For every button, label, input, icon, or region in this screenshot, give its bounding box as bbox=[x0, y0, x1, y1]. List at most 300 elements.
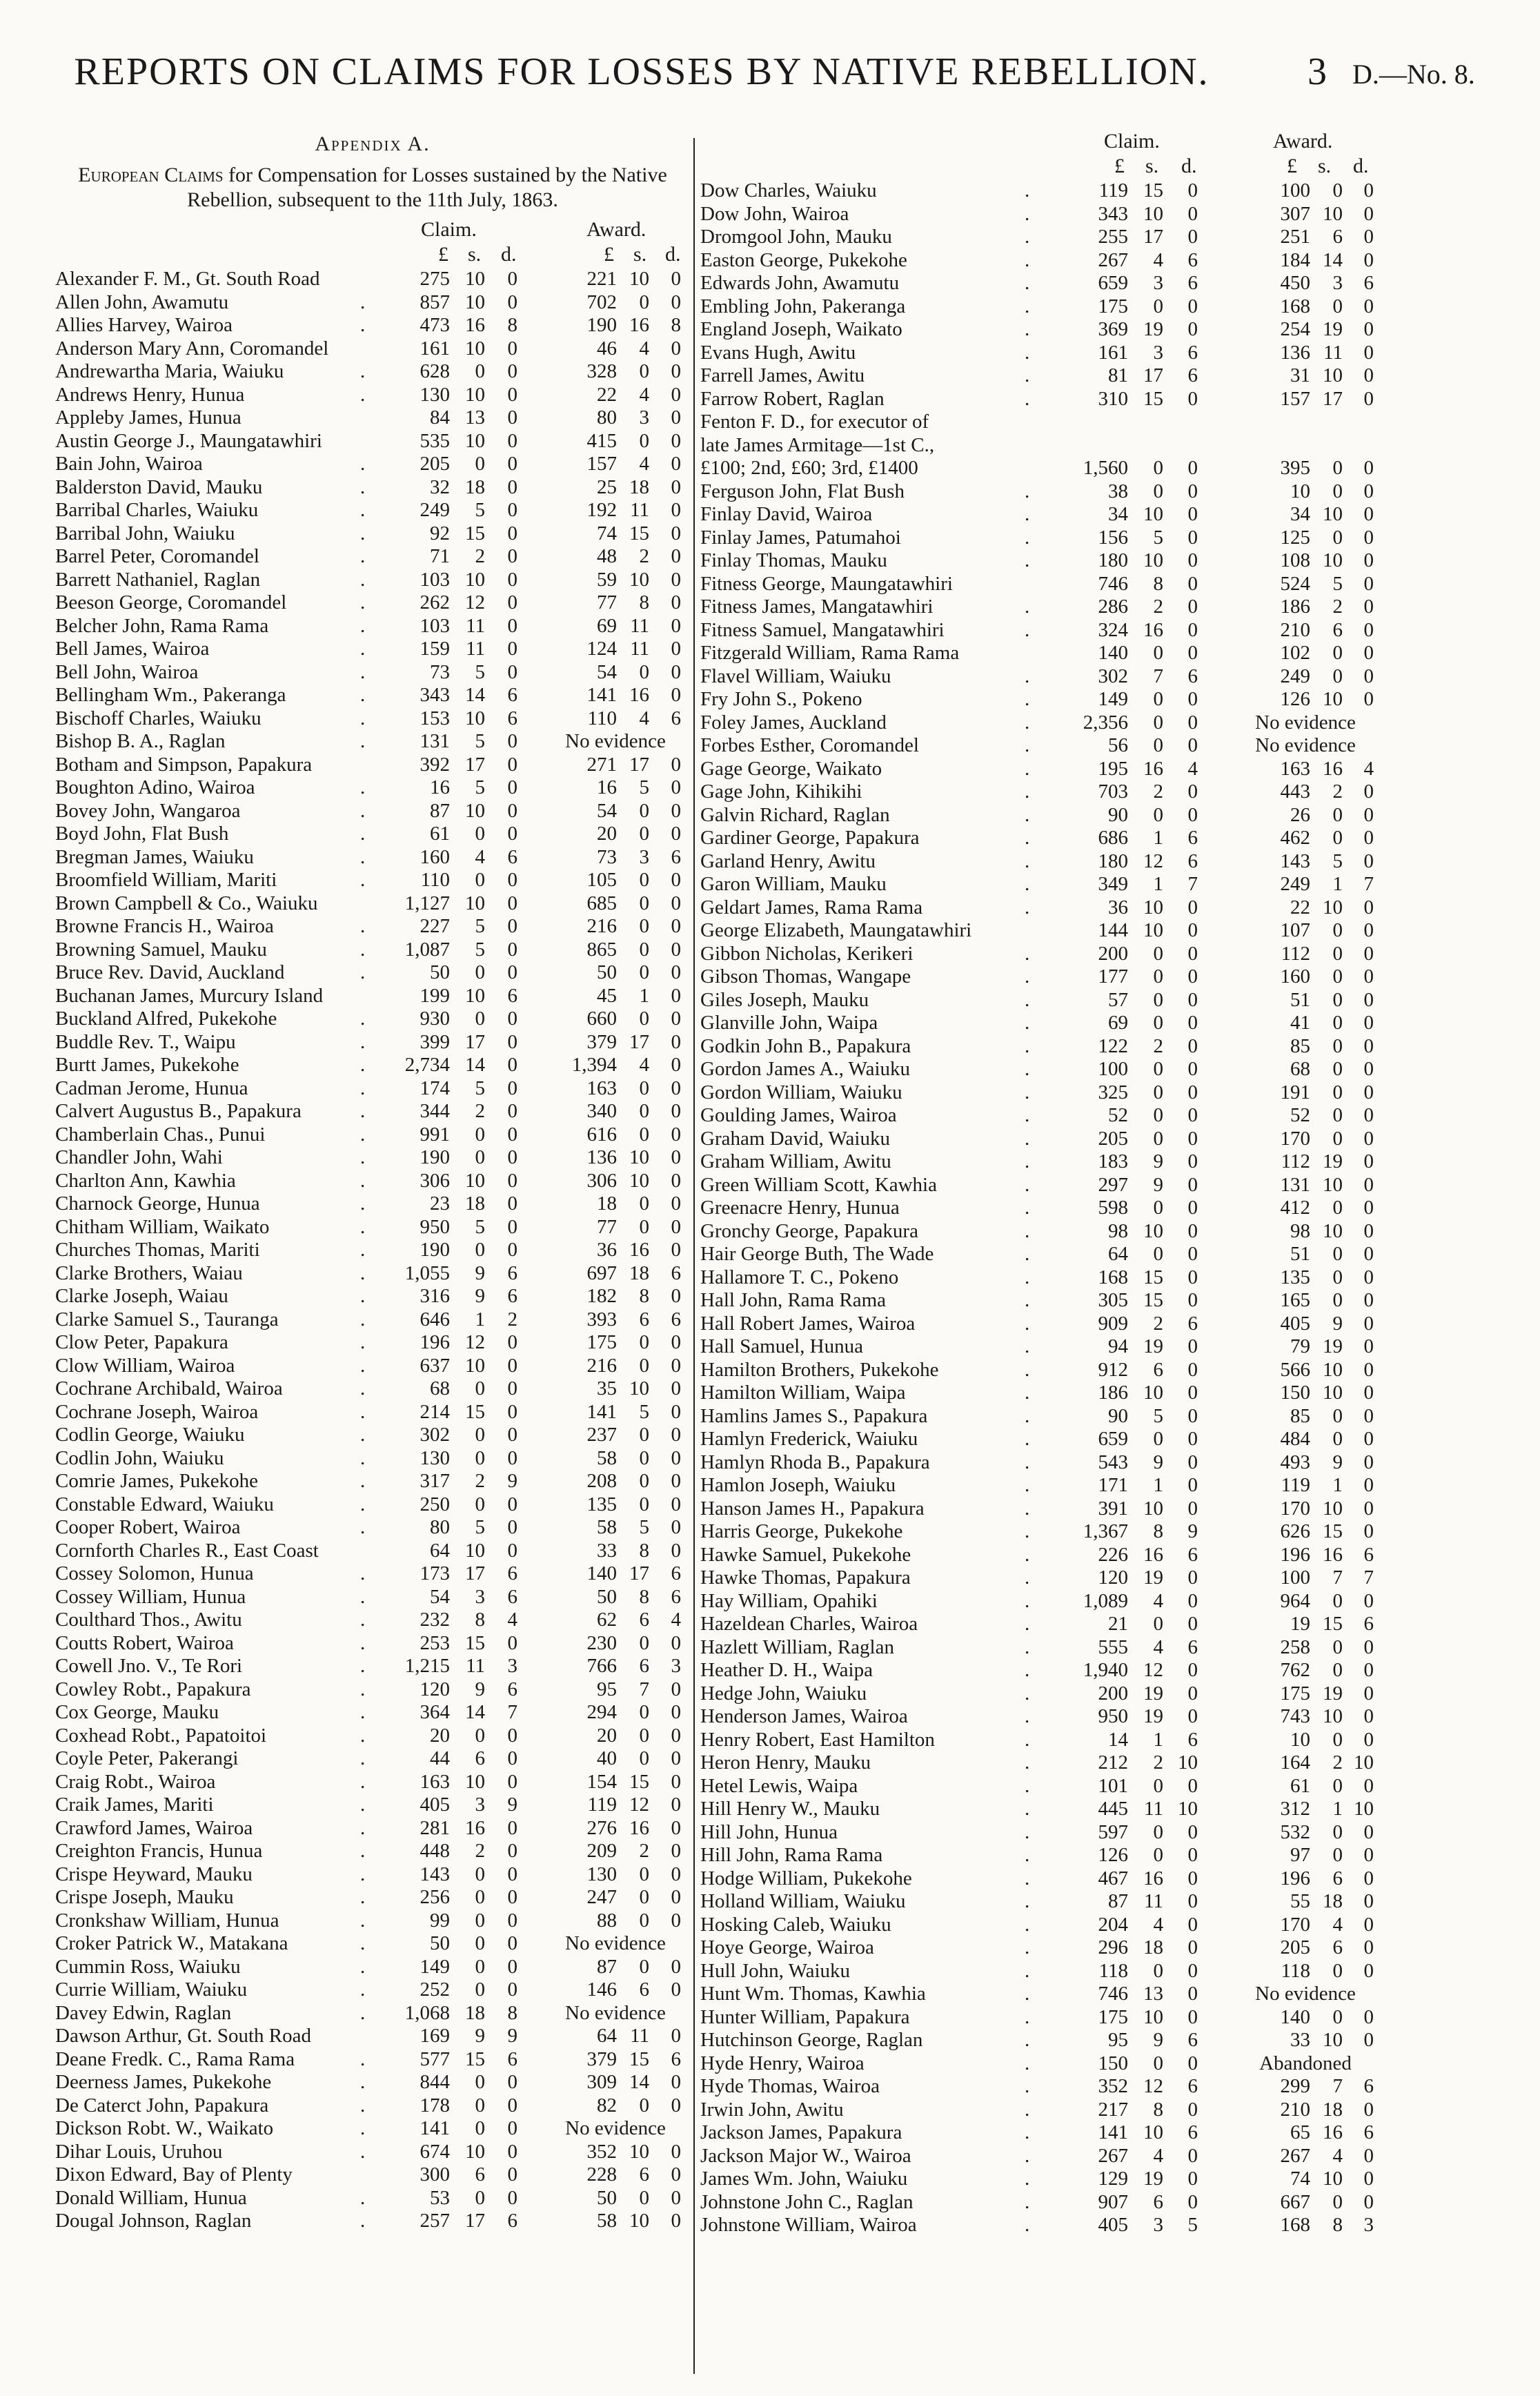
claim-shillings: 9 bbox=[475, 1261, 485, 1284]
claim-pence: 6 bbox=[1187, 272, 1198, 294]
claim-shillings: 0 bbox=[475, 2186, 485, 2209]
claimant-name: Croker Patrick W., Matakana bbox=[55, 1932, 288, 1954]
claim-shillings: 14 bbox=[465, 684, 485, 706]
claim-shillings: 19 bbox=[1143, 2168, 1163, 2190]
claim-row bbox=[55, 1424, 690, 1447]
leader-dot: . bbox=[1025, 1844, 1030, 1866]
claimant-name: Garland Henry, Awitu bbox=[700, 850, 876, 872]
award-shillings: 0 bbox=[1332, 642, 1343, 664]
claim-pounds: 153 bbox=[419, 707, 450, 729]
claim-pence: 0 bbox=[507, 1146, 517, 1168]
award-shillings: 19 bbox=[1323, 1682, 1343, 1705]
award-pounds: 157 bbox=[1280, 387, 1310, 410]
claim-shillings: 11 bbox=[466, 614, 485, 637]
claim-row bbox=[55, 1725, 690, 1748]
leader-dot: . bbox=[360, 869, 366, 891]
claim-row bbox=[700, 1983, 1466, 2006]
claim-pounds: 659 bbox=[1098, 272, 1128, 294]
claim-shillings: 1 bbox=[1153, 827, 1163, 849]
claim-pence: 0 bbox=[507, 1354, 517, 1377]
award-pounds: 112 bbox=[1281, 942, 1310, 965]
leader-dot: . bbox=[1025, 896, 1030, 919]
award-pence: 0 bbox=[671, 2210, 681, 2232]
leader-dot: . bbox=[1025, 1936, 1030, 1958]
claimant-name: Hawke Thomas, Papakura bbox=[700, 1567, 911, 1589]
claim-shillings: 10 bbox=[1143, 202, 1163, 225]
claim-pounds: 120 bbox=[419, 1678, 450, 1700]
award-shillings: 0 bbox=[1332, 1844, 1343, 1866]
claim-shillings: 10 bbox=[1143, 2005, 1163, 2028]
claim-row bbox=[55, 1863, 690, 1887]
claim-pence: 0 bbox=[507, 938, 517, 961]
claim-row bbox=[700, 1335, 1466, 1359]
claim-row bbox=[55, 661, 690, 685]
award-pounds: 141 bbox=[586, 1400, 617, 1423]
claimant-name: Boyd John, Flat Bush bbox=[55, 823, 229, 845]
leader-dot: . bbox=[360, 1932, 366, 1954]
claim-pounds: 131 bbox=[419, 730, 450, 752]
claimant-name: Hamlyn Rhoda B., Papakura bbox=[700, 1451, 930, 1473]
claim-row bbox=[55, 476, 690, 500]
award-shillings: 0 bbox=[1332, 480, 1343, 502]
award-pence: 6 bbox=[671, 1308, 681, 1330]
leader-dot: . bbox=[360, 1054, 366, 1076]
claimant-name: Goulding James, Wairoa bbox=[700, 1104, 897, 1126]
award-pence: 0 bbox=[1363, 1312, 1374, 1335]
claim-row bbox=[700, 1520, 1466, 1544]
claim-pounds: 930 bbox=[419, 1008, 450, 1030]
award-shillings: 10 bbox=[1323, 688, 1343, 710]
claimant-name: Alexander F. M., Gt. South Road bbox=[55, 268, 320, 290]
claim-shillings: 10 bbox=[465, 1770, 485, 1793]
claim-shillings: 8 bbox=[1153, 572, 1163, 595]
award-pence: 0 bbox=[1363, 1104, 1374, 1126]
award-shillings: 4 bbox=[1332, 2144, 1343, 2167]
claimant-name: Hamlyn Frederick, Waiuku bbox=[700, 1428, 918, 1450]
claim-row bbox=[700, 642, 1466, 665]
claim-pence: 0 bbox=[1187, 1589, 1198, 1612]
claim-shillings: 19 bbox=[1143, 1705, 1163, 1727]
award-shillings: 10 bbox=[1323, 2168, 1343, 2190]
claim-shillings: 17 bbox=[1143, 226, 1163, 248]
award-shillings: 0 bbox=[1332, 295, 1343, 317]
claim-row bbox=[55, 1054, 690, 1077]
award-shillings: 5 bbox=[639, 776, 649, 798]
award-shillings: 0 bbox=[1332, 1081, 1343, 1103]
award-pounds: 135 bbox=[1280, 1266, 1310, 1288]
claim-pence: 0 bbox=[1187, 1659, 1198, 1681]
claim-pence: 0 bbox=[1187, 480, 1198, 502]
claim-row bbox=[700, 1659, 1466, 1682]
award-shillings: 16 bbox=[1323, 2121, 1343, 2143]
claim-pounds: 190 bbox=[419, 1239, 450, 1261]
award-pounds: 112 bbox=[1281, 1150, 1310, 1172]
claimant-name: Beeson George, Coromandel bbox=[55, 591, 287, 613]
award-pence: 0 bbox=[671, 1493, 681, 1515]
claim-row bbox=[700, 734, 1466, 758]
claimant-name: Gordon James A., Waiuku bbox=[700, 1058, 911, 1080]
claim-pounds: 302 bbox=[419, 1424, 450, 1446]
leader-dot: . bbox=[360, 707, 366, 729]
column-head-labels bbox=[55, 218, 690, 243]
claim-pence: 0 bbox=[1187, 734, 1198, 756]
award-pounds: 25 bbox=[597, 475, 617, 498]
claim-row bbox=[700, 1936, 1466, 1960]
award-pence: 0 bbox=[1363, 526, 1374, 549]
award-note: No evidence bbox=[1255, 1983, 1356, 2005]
claimant-name: Hodge William, Pukekohe bbox=[700, 1867, 912, 1889]
award-shillings: 10 bbox=[1323, 1705, 1343, 1727]
award-pence: 0 bbox=[671, 268, 681, 290]
claim-row bbox=[700, 2029, 1466, 2052]
leader-dot: . bbox=[360, 915, 366, 937]
claim-header: Claim. bbox=[421, 218, 477, 241]
claim-shillings: 0 bbox=[1153, 688, 1163, 710]
award-pence: 0 bbox=[1363, 2168, 1374, 2190]
award-pounds: 352 bbox=[586, 2140, 617, 2163]
claim-row bbox=[700, 1359, 1466, 1382]
award-pence: 0 bbox=[1363, 942, 1374, 965]
award-pence: 0 bbox=[671, 1008, 681, 1030]
claim-row bbox=[55, 1678, 690, 1702]
claimant-name: Foley James, Auckland bbox=[700, 711, 887, 734]
claimant-name: Botham and Simpson, Papakura bbox=[55, 753, 313, 776]
left-column bbox=[55, 130, 690, 2233]
award-shillings: 12 bbox=[629, 1794, 649, 1816]
award-pence: 0 bbox=[671, 1909, 681, 1932]
claimant-name: Codlin George, Waiuku bbox=[55, 1424, 245, 1446]
claim-pounds: 305 bbox=[1098, 1289, 1128, 1311]
claimant-name: Austin George J., Maungatawhiri bbox=[55, 429, 322, 452]
claimant-name: Buddle Rev. T., Waipu bbox=[55, 1030, 236, 1053]
claim-pence: 0 bbox=[507, 1909, 517, 1932]
claim-pounds: 445 bbox=[1098, 1798, 1128, 1820]
leader-dot: . bbox=[1025, 1081, 1030, 1103]
claimant-name: Balderston David, Mauku bbox=[55, 475, 263, 498]
leader-dot: . bbox=[360, 1655, 366, 1677]
claimant-name: Dromgool John, Mauku bbox=[700, 226, 892, 248]
award-pence: 0 bbox=[1363, 318, 1374, 340]
award-pounds: 79 bbox=[1290, 1335, 1310, 1357]
claim-shillings: 6 bbox=[1153, 1358, 1163, 1381]
claim-row bbox=[55, 2210, 690, 2233]
leader-dot: . bbox=[1025, 1335, 1030, 1357]
claim-pounds: 52 bbox=[1108, 1104, 1128, 1126]
claim-row bbox=[700, 342, 1466, 365]
claim-pence: 0 bbox=[1187, 1959, 1198, 1982]
claim-shillings: 6 bbox=[475, 2163, 485, 2186]
claim-shillings: 15 bbox=[1143, 387, 1163, 410]
claim-shillings: 16 bbox=[465, 314, 485, 336]
leader-dot: . bbox=[360, 1030, 366, 1053]
award-pounds-unit: £ bbox=[604, 243, 614, 266]
claim-pounds: 161 bbox=[419, 337, 450, 360]
leader-dot: . bbox=[1025, 988, 1030, 1011]
award-pounds: 190 bbox=[586, 314, 617, 336]
claim-pence: 0 bbox=[507, 2071, 517, 2093]
award-shillings: 2 bbox=[1332, 1751, 1343, 1774]
claim-pence: 6 bbox=[507, 707, 517, 729]
award-pounds: 100 bbox=[1280, 179, 1310, 202]
award-pence: 0 bbox=[671, 453, 681, 475]
claim-shillings: 6 bbox=[475, 1747, 485, 1769]
claim-pounds: 257 bbox=[419, 2210, 450, 2232]
claim-pence: 0 bbox=[1187, 965, 1198, 988]
claim-row bbox=[700, 1775, 1466, 1798]
claim-pence: 0 bbox=[1187, 457, 1198, 479]
claim-pounds: 69 bbox=[1108, 1012, 1128, 1034]
appendix-heading: Appendix A. bbox=[315, 132, 431, 155]
claim-pence: 0 bbox=[1187, 688, 1198, 710]
claim-row bbox=[55, 1632, 690, 1656]
claim-row bbox=[700, 1174, 1466, 1197]
claim-pence: 0 bbox=[507, 1331, 517, 1353]
claim-pounds: 92 bbox=[430, 522, 450, 544]
award-shillings: 0 bbox=[639, 1354, 649, 1377]
award-pence: 6 bbox=[1363, 1543, 1374, 1566]
leader-dot: . bbox=[360, 2094, 366, 2117]
claimant-name: Hamilton Brothers, Pukekohe bbox=[700, 1358, 939, 1381]
leader-dot: . bbox=[360, 1609, 366, 1631]
award-pounds: 702 bbox=[586, 291, 617, 313]
claim-pence: 0 bbox=[1187, 2168, 1198, 2190]
award-pence: 0 bbox=[1363, 1266, 1374, 1288]
claim-pence: 6 bbox=[507, 984, 517, 1007]
award-pounds: 306 bbox=[586, 1169, 617, 1192]
award-pence: 0 bbox=[1363, 226, 1374, 248]
claim-shillings: 17 bbox=[1143, 364, 1163, 386]
award-shillings: 0 bbox=[1332, 1728, 1343, 1751]
claim-shillings: 1 bbox=[1153, 873, 1163, 895]
claim-pence: 0 bbox=[507, 1030, 517, 1053]
award-pence: 0 bbox=[671, 1192, 681, 1215]
claimant-name: Churches Thomas, Mariti bbox=[55, 1239, 260, 1261]
award-shillings: 10 bbox=[1323, 1173, 1343, 1196]
award-shillings: 8 bbox=[639, 1539, 649, 1562]
claim-pence: 0 bbox=[507, 1840, 517, 1862]
award-pence: 0 bbox=[1363, 2144, 1374, 2167]
award-pounds: 443 bbox=[1280, 780, 1310, 803]
claim-row bbox=[55, 268, 690, 291]
claim-pence: 0 bbox=[507, 1400, 517, 1423]
award-shillings: 18 bbox=[1323, 2098, 1343, 2121]
claim-pounds: 71 bbox=[430, 545, 450, 567]
claimant-name: Flavel William, Waiuku bbox=[700, 665, 891, 687]
award-shillings: 15 bbox=[1323, 1520, 1343, 1542]
award-pence: 0 bbox=[1363, 1058, 1374, 1080]
claim-row bbox=[55, 1771, 690, 1794]
claim-pence: 0 bbox=[1187, 1613, 1198, 1635]
claimant-name: late James Armitage—1st C., bbox=[700, 433, 935, 456]
leader-dot: . bbox=[360, 2140, 366, 2163]
award-pounds: 462 bbox=[1280, 827, 1310, 849]
claim-shillings: 15 bbox=[1143, 1266, 1163, 1288]
claim-pence: 0 bbox=[507, 2094, 517, 2117]
claim-pounds: 183 bbox=[1098, 1150, 1128, 1172]
claim-row bbox=[700, 1243, 1466, 1266]
claim-shillings: 0 bbox=[1153, 457, 1163, 479]
award-shillings: 14 bbox=[629, 2071, 649, 2093]
claim-pounds: 746 bbox=[1098, 572, 1128, 595]
claim-pence: 3 bbox=[507, 1655, 517, 1677]
leader-dot: . bbox=[360, 1192, 366, 1215]
claim-pounds: 99 bbox=[430, 1909, 450, 1932]
claim-pence: 0 bbox=[507, 1215, 517, 1238]
leader-dot: . bbox=[1025, 596, 1030, 618]
claim-pence: 0 bbox=[1187, 1358, 1198, 1381]
award-shillings: 10 bbox=[1323, 2029, 1343, 2051]
award-shillings: 0 bbox=[639, 1493, 649, 1515]
award-shillings: 10 bbox=[1323, 549, 1343, 571]
claim-shillings: 5 bbox=[475, 915, 485, 937]
award-pence: 0 bbox=[671, 2071, 681, 2093]
award-pence: 0 bbox=[1363, 965, 1374, 988]
award-pounds: 73 bbox=[597, 845, 617, 868]
claim-row bbox=[700, 2075, 1466, 2099]
claim-shillings: 17 bbox=[465, 753, 485, 776]
leader-dot: . bbox=[360, 823, 366, 845]
claim-pounds: 180 bbox=[1098, 850, 1128, 872]
leader-dot: . bbox=[1025, 1127, 1030, 1150]
award-pence: 0 bbox=[671, 1863, 681, 1885]
claim-row bbox=[55, 2002, 690, 2025]
claim-pence: 0 bbox=[1187, 1774, 1198, 1797]
award-pounds: 484 bbox=[1280, 1428, 1310, 1450]
award-shillings: 4 bbox=[639, 453, 649, 475]
award-pence: 0 bbox=[1363, 1774, 1374, 1797]
award-pounds: 61 bbox=[1290, 1774, 1310, 1797]
claim-row bbox=[55, 939, 690, 962]
claim-shillings: 5 bbox=[475, 1077, 485, 1099]
claim-row bbox=[700, 1705, 1466, 1729]
leader-dot: . bbox=[360, 1724, 366, 1747]
claim-row bbox=[55, 1008, 690, 1031]
claim-row bbox=[700, 1567, 1466, 1590]
claim-row bbox=[700, 596, 1466, 619]
claim-row bbox=[700, 943, 1466, 966]
claimant-name: Crispe Heyward, Mauku bbox=[55, 1863, 253, 1885]
claim-pounds: 912 bbox=[1098, 1358, 1128, 1381]
claim-pence: 0 bbox=[1187, 572, 1198, 595]
leader-dot: . bbox=[360, 1493, 366, 1515]
claim-shillings: 0 bbox=[475, 1123, 485, 1146]
claim-shillings: 3 bbox=[475, 1585, 485, 1608]
claim-row bbox=[55, 1978, 690, 2002]
claim-shillings: 16 bbox=[1143, 1543, 1163, 1566]
award-shillings: 0 bbox=[639, 2094, 649, 2117]
claim-row bbox=[700, 2006, 1466, 2030]
claimant-name: Charlton Ann, Kawhia bbox=[55, 1169, 236, 1192]
award-pence: 0 bbox=[671, 1077, 681, 1099]
claim-pounds: 991 bbox=[419, 1123, 450, 1146]
claim-pence: 6 bbox=[507, 1678, 517, 1700]
claim-shillings: 0 bbox=[1153, 942, 1163, 965]
claimant-name: James Wm. John, Waiuku bbox=[700, 2168, 908, 2190]
claim-pounds: 857 bbox=[419, 291, 450, 313]
claimant-name: Gage John, Kihikihi bbox=[700, 780, 862, 803]
page-title: REPORTS ON CLAIMS FOR LOSSES BY NATIVE REBELLION. bbox=[74, 50, 1210, 93]
leader-dot: . bbox=[1025, 341, 1030, 364]
claim-pence: 6 bbox=[1187, 1312, 1198, 1335]
claim-row bbox=[55, 337, 690, 361]
claim-shillings: 3 bbox=[1153, 2214, 1163, 2236]
claim-row bbox=[55, 1031, 690, 1054]
leader-dot: . bbox=[1025, 1197, 1030, 1219]
award-shillings: 0 bbox=[639, 915, 649, 937]
claimant-name: Fenton F. D., for executor of bbox=[700, 411, 929, 433]
claimant-name: Calvert Augustus B., Papakura bbox=[55, 1100, 302, 1122]
award-pounds: 22 bbox=[597, 383, 617, 406]
claim-pence: 0 bbox=[1187, 2098, 1198, 2121]
claim-pounds: 16 bbox=[430, 776, 450, 798]
claim-pence: 0 bbox=[507, 869, 517, 891]
claimant-name: Bruce Rev. David, Auckland bbox=[55, 961, 285, 983]
claim-pence: 0 bbox=[1187, 1382, 1198, 1404]
leader-dot: . bbox=[360, 776, 366, 798]
claim-shillings: 0 bbox=[475, 1008, 485, 1030]
claim-row bbox=[55, 961, 690, 985]
award-pounds: 54 bbox=[597, 660, 617, 683]
claimant-name: Cochrane Joseph, Wairoa bbox=[55, 1400, 259, 1423]
claim-pounds: 118 bbox=[1098, 1959, 1128, 1982]
claimant-name: Gibson Thomas, Wangape bbox=[700, 965, 911, 988]
award-pence: 0 bbox=[1363, 1705, 1374, 1727]
claim-pence: 6 bbox=[1187, 2121, 1198, 2143]
award-pounds: 175 bbox=[1280, 1682, 1310, 1705]
award-pounds: 130 bbox=[586, 1863, 617, 1885]
claim-pounds: 21 bbox=[1108, 1613, 1128, 1635]
claim-shillings: 3 bbox=[1153, 341, 1163, 364]
claim-row bbox=[55, 615, 690, 638]
claim-pence: 0 bbox=[507, 337, 517, 360]
award-pounds: 170 bbox=[1280, 1913, 1310, 1936]
claimant-name: Fry John S., Pokeno bbox=[700, 688, 862, 710]
award-pence: 0 bbox=[671, 383, 681, 406]
leader-dot: . bbox=[1025, 1613, 1030, 1635]
page-header bbox=[0, 50, 1540, 105]
claimant-name: Finlay David, Wairoa bbox=[700, 503, 873, 525]
claimant-name: Appleby James, Hunua bbox=[55, 406, 241, 429]
claim-pounds: 659 bbox=[1098, 1428, 1128, 1450]
claim-pence: 0 bbox=[1187, 1867, 1198, 1889]
claim-row bbox=[700, 2214, 1466, 2237]
award-shillings: 0 bbox=[1332, 1659, 1343, 1681]
award-pounds: 249 bbox=[1280, 665, 1310, 687]
award-pence: 0 bbox=[1363, 2190, 1374, 2213]
award-pence: 0 bbox=[1363, 364, 1374, 386]
claim-shillings: 9 bbox=[475, 1285, 485, 1307]
claim-pounds: 80 bbox=[430, 1516, 450, 1538]
claim-row bbox=[700, 503, 1466, 527]
leader-dot: . bbox=[360, 1516, 366, 1538]
claim-pounds: 144 bbox=[1098, 919, 1128, 941]
claim-shillings: 0 bbox=[475, 453, 485, 475]
claimant-name: Andrewartha Maria, Waiuku bbox=[55, 360, 284, 382]
claim-row bbox=[55, 1493, 690, 1517]
award-shillings: 19 bbox=[1323, 318, 1343, 340]
column-head-units bbox=[700, 155, 1466, 179]
award-pounds: 766 bbox=[586, 1655, 617, 1677]
award-pence: 0 bbox=[1363, 1219, 1374, 1242]
claim-pounds: 84 bbox=[430, 406, 450, 429]
claimant-name: Cronkshaw William, Hunua bbox=[55, 1909, 279, 1932]
claimant-name: Hair George Buth, The Wade bbox=[700, 1243, 934, 1265]
award-shillings: 9 bbox=[1332, 1451, 1343, 1473]
claim-shillings: 2 bbox=[1153, 1034, 1163, 1057]
claim-pounds: 150 bbox=[1098, 2052, 1128, 2074]
claim-pounds: 217 bbox=[1098, 2098, 1128, 2121]
claim-pounds: 23 bbox=[430, 1192, 450, 1215]
